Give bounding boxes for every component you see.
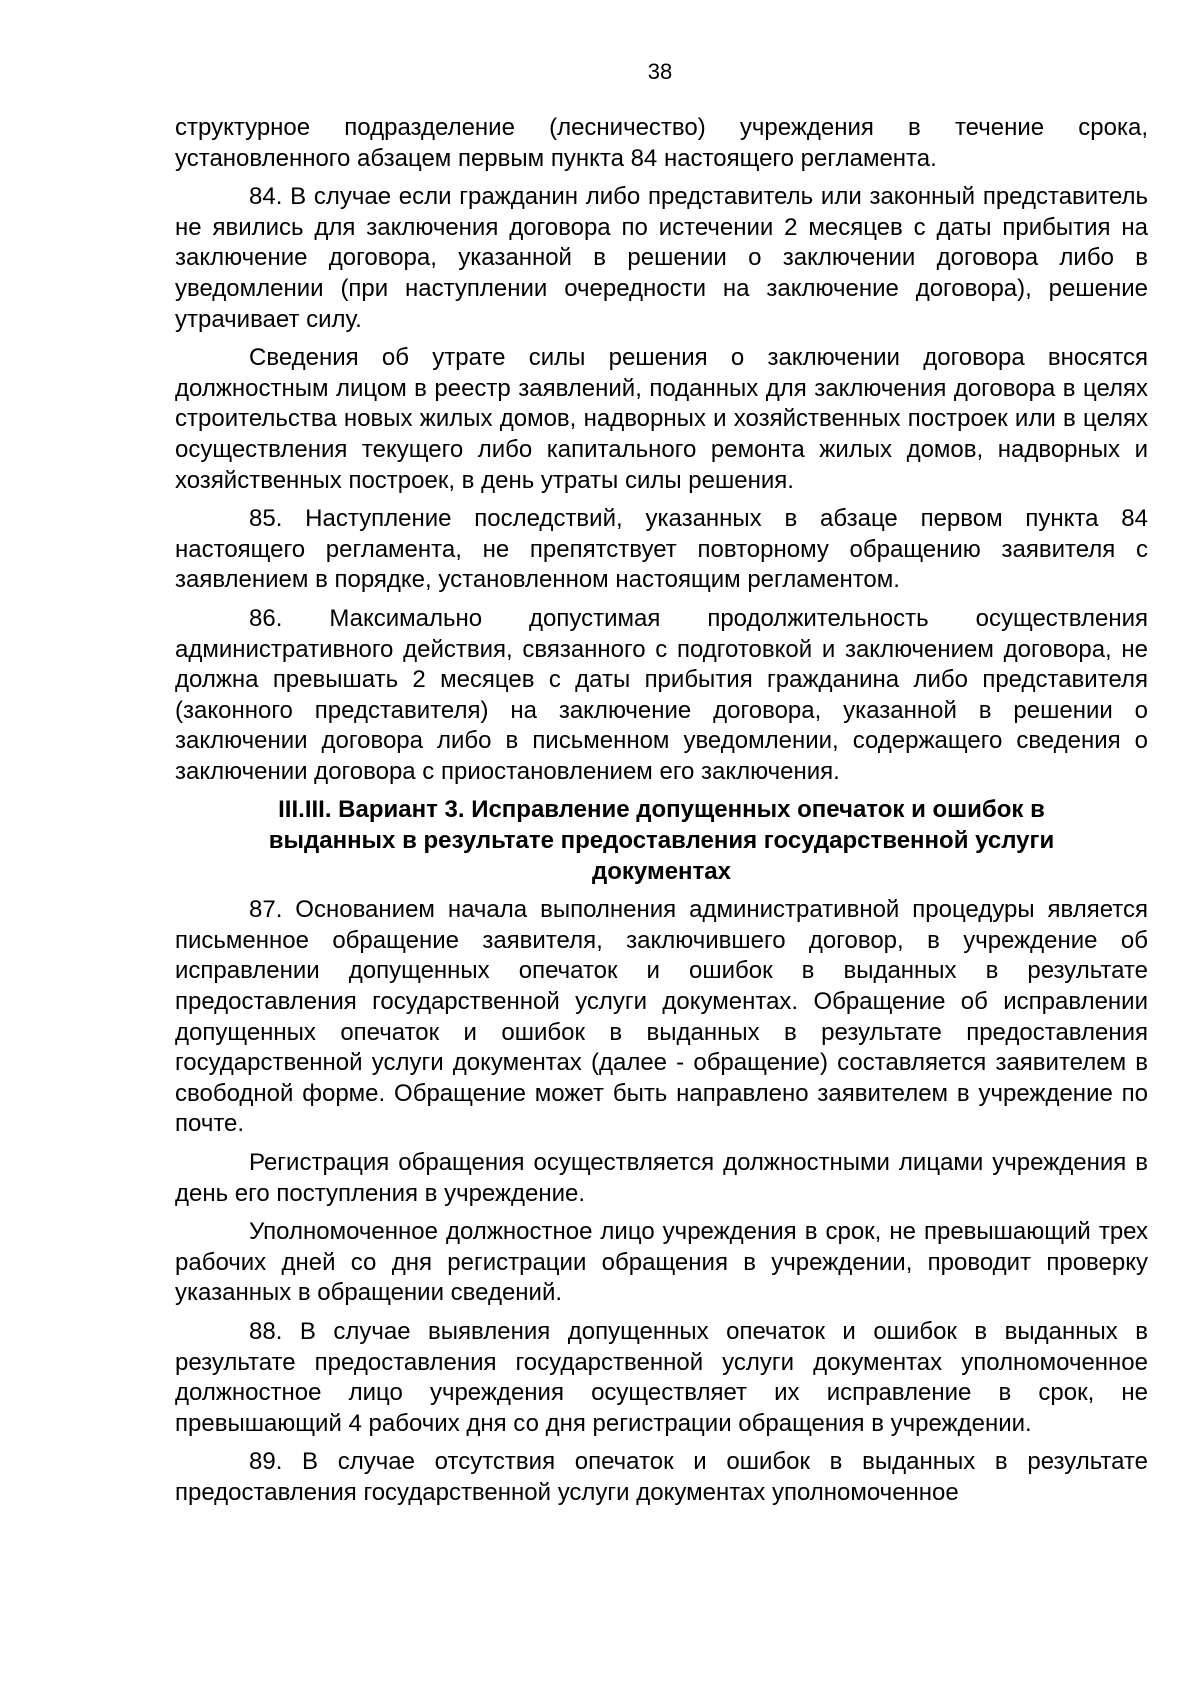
section-heading <box>175 795 1148 887</box>
paragraph-88: 88. В случае выявления допущенных опечаток и ошибок в выданных в результате предоставления государственной услуги документах уполномоченное должностное лицо учреждения осуществляет их исправление в срок, не превышающий 4 рабочих дня со дня регистрации обращения в учреждении. <box>175 1317 1148 1437</box>
paragraph-84-records: Сведения об утрате силы решения о заключении договора вносятся должностным лицом в реестр заявлений, поданных для заключения договора в целях строительства новых жилых домов, надворных и хозяйственных построек или в целях осуществления текущего либо капитального ремонта жилых домов, надворных и хозяйственных построек, в день утраты силы решения. <box>175 344 1148 494</box>
paragraph-85: 85. Наступление последствий, указанных в абзаце первом пункта 84 настоящего регламента, не препятствует повторному обращению заявителя с заявлением в порядке, установленном настоящим регламентом. <box>175 505 1148 594</box>
page-number: 38 <box>647 59 673 84</box>
paragraph-87: 87. Основанием начала выполнения административной процедуры является письменное обращение заявителя, заключившего договор, в учреждение об исправлении допущенных опечаток и ошибок в выданных в результате предоставления государственной услуги документах. Обращение об исправлении допущенных опечаток и ошибок в выданных в результате предоставления государственной услуги документах (далее - обращение) составляется заявителем в свободной форме. Обращение может быть направлено заявителем в учреждение по почте. <box>175 896 1148 1138</box>
paragraph-87-verification: Уполномоченное должностное лицо учреждения в срок, не превышающий трех рабочих дней со дня регистрации обращения в учреждении, проводит проверку указанных в обращении сведений. <box>175 1218 1148 1307</box>
paragraph-87-registration: Регистрация обращения осуществляется должностными лицами учреждения в день его поступления в учреждение. <box>175 1149 1148 1207</box>
section-heading-line-1: III.III. Вариант 3. Исправление допущенных опечаток и ошибок в <box>278 796 1045 824</box>
document-body <box>175 113 1148 1517</box>
section-heading-line-3: документах <box>592 857 731 885</box>
paragraph-continuation: структурное подразделение (лесничество) учреждения в течение срока, установленного абзацем первым пункта 84 настоящего регламента. <box>175 114 1148 172</box>
paragraph-86: 86. Максимально допустимая продолжительность осуществления административного действия, связанного с подготовкой и заключением договора, не должна превышать 2 месяцев с даты прибытия гражданина либо представителя (законного представителя) на заключение договора, указанной в решении о заключении договора либо в письменном уведомлении, содержащего сведения о заключении договора с приостановлением его заключения. <box>175 604 1148 785</box>
section-heading-line-2: выданных в результате предоставления государственной услуги <box>268 827 1055 855</box>
paragraph-89: 89. В случае отсутствия опечаток и ошибок в выданных в результате предоставления государственной услуги документах уполномоченное <box>175 1448 1148 1506</box>
paragraph-84: 84. В случае если гражданин либо представитель или законный представитель не явились для заключения договора по истечении 2 месяцев с даты прибытия на заключение договора, указанной в решении о заключении договора либо в уведомлении (при наступлении очередности на заключение договора), решение утрачивает силу. <box>175 183 1148 333</box>
